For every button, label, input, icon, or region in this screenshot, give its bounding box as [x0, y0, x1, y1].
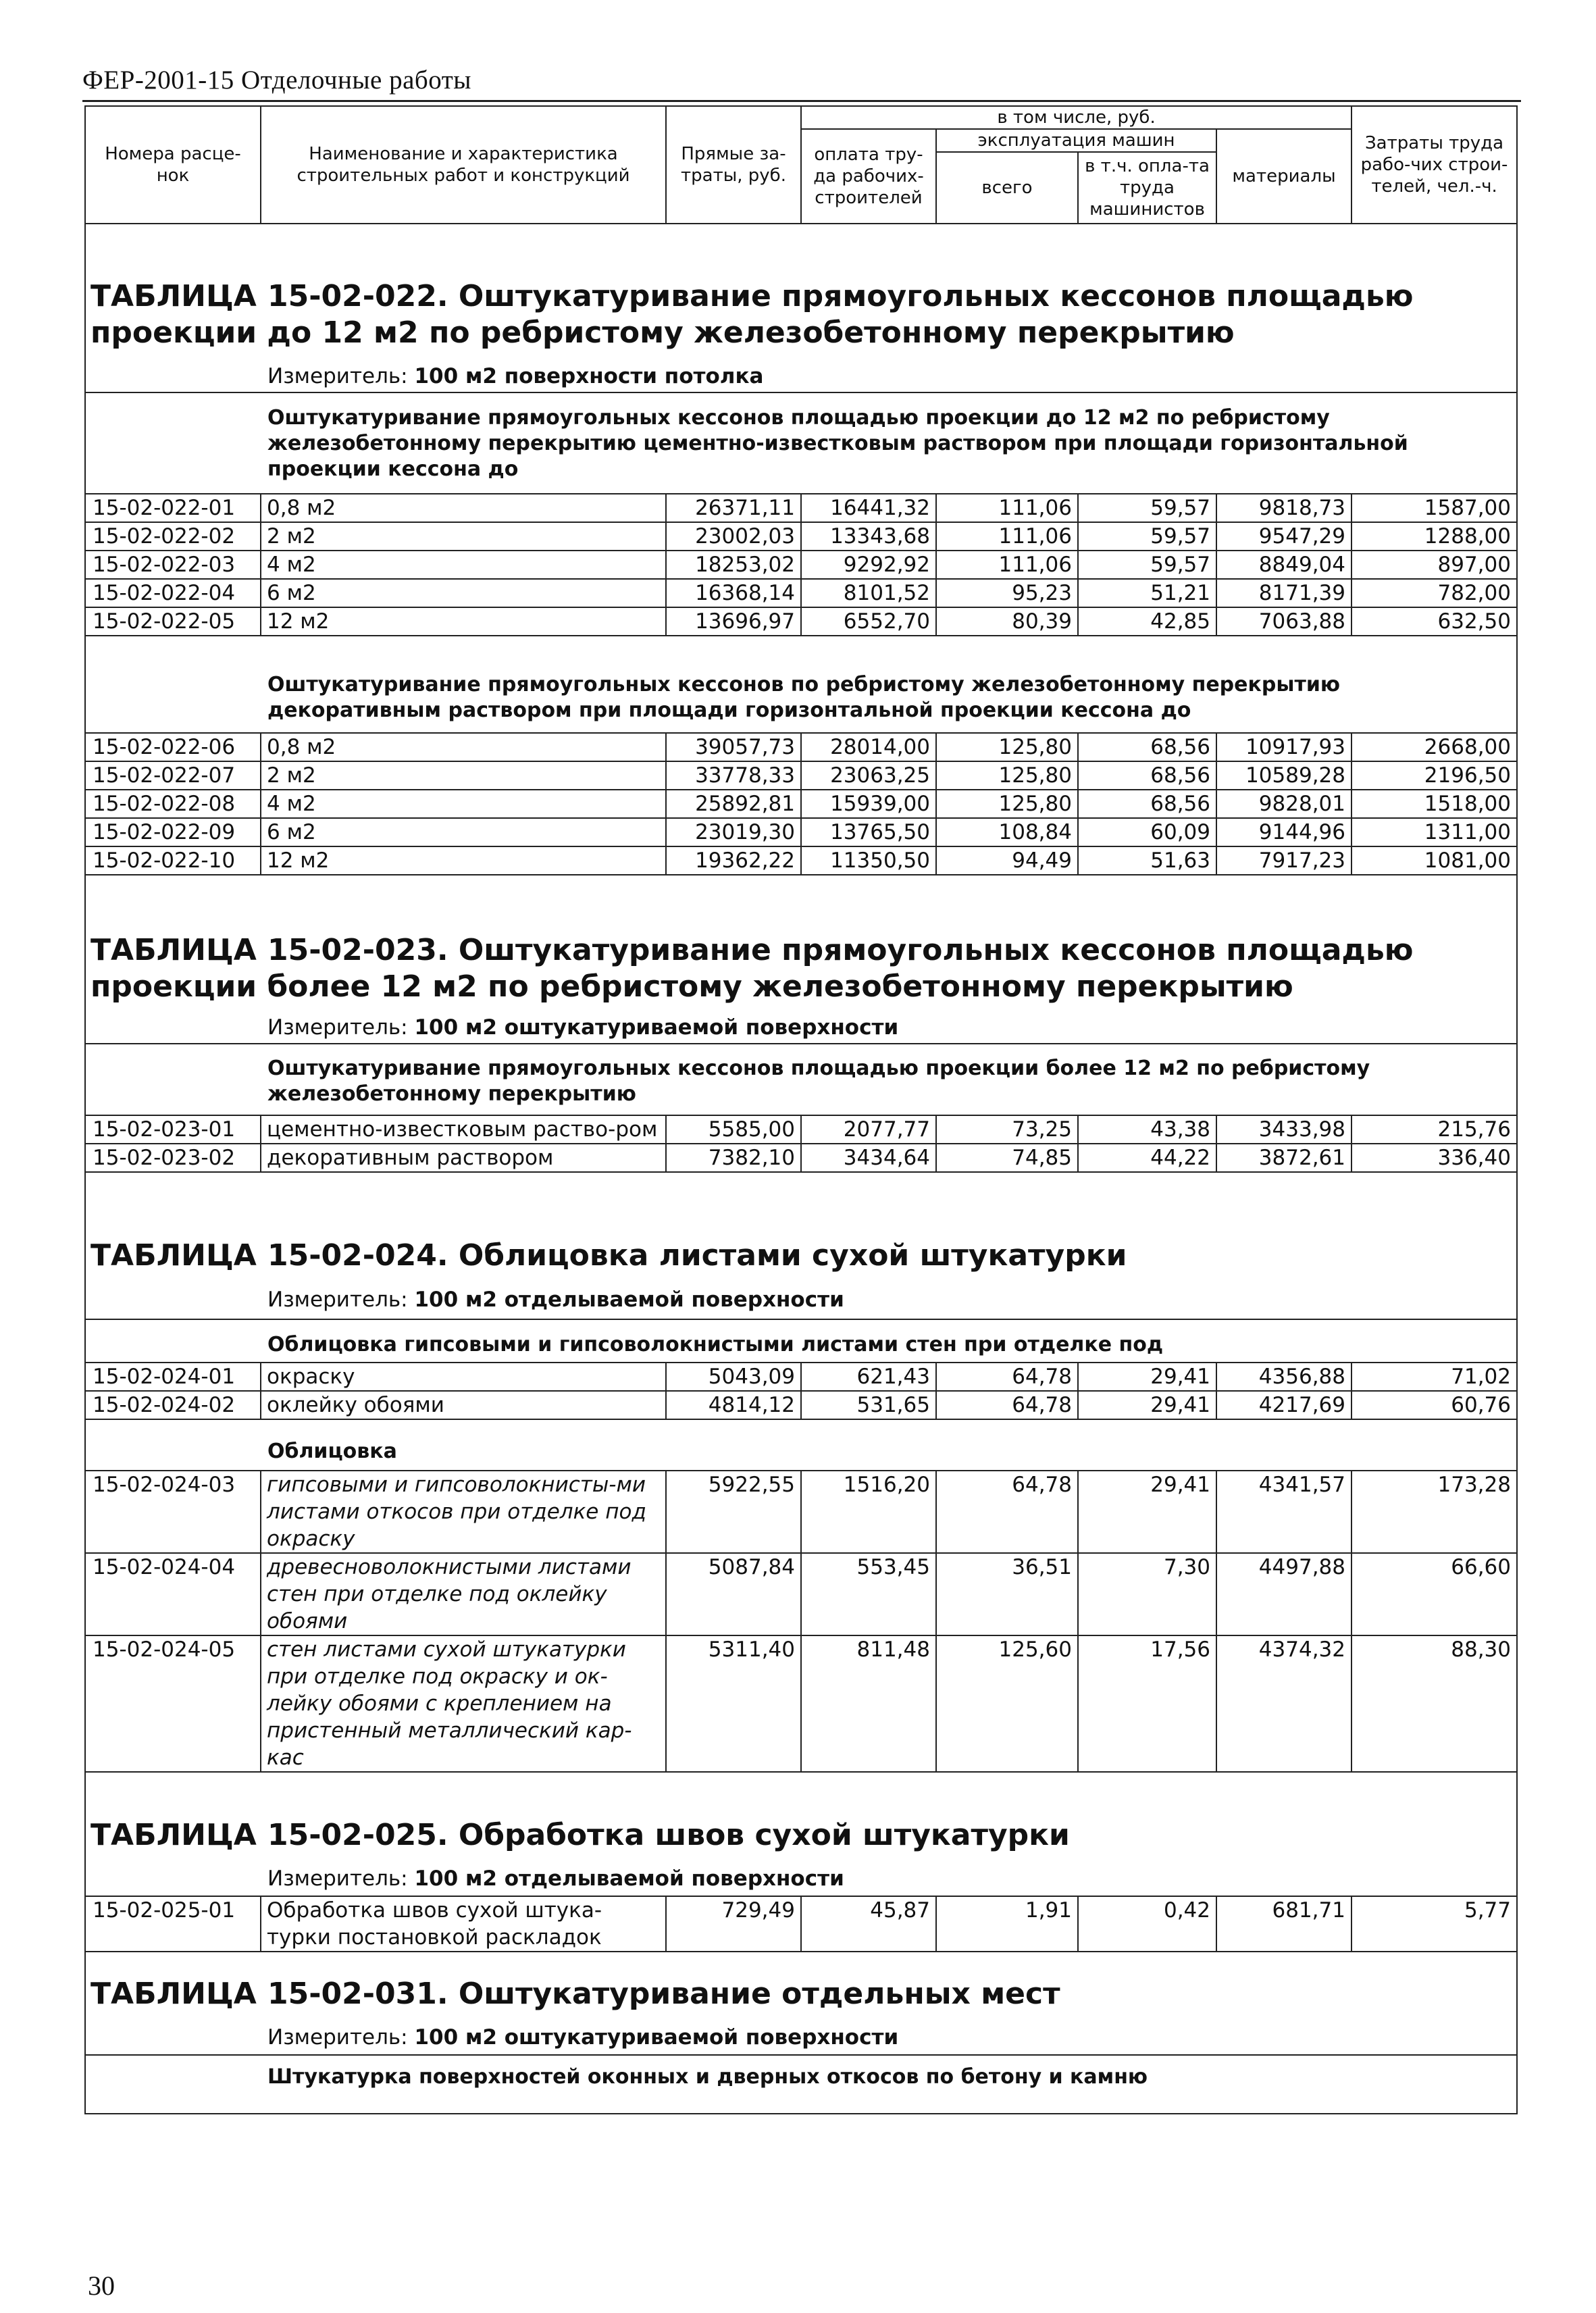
- machinists-pay-cell: 29,41: [1078, 1391, 1216, 1419]
- table-row: [85, 1363, 1517, 1391]
- table-row: [85, 579, 1517, 607]
- machinists-pay-cell: 68,56: [1078, 761, 1216, 790]
- table-body: [85, 1471, 1517, 1772]
- labor-hours-cell: 1288,00: [1352, 522, 1517, 551]
- direct-cost-cell: 26371,11: [666, 494, 801, 522]
- table-body: [85, 494, 1517, 636]
- work-name-cell: 6 м2: [261, 818, 666, 846]
- data-table: [84, 1115, 1518, 1173]
- section-title: [91, 1238, 1495, 1274]
- direct-cost-cell: 13696,97: [666, 607, 801, 636]
- rate-code-cell: 15-02-024-05: [85, 1635, 261, 1772]
- rate-code-cell: 15-02-024-04: [85, 1553, 261, 1635]
- labor-hours-cell: 2196,50: [1352, 761, 1517, 790]
- machines-total-cell: 1,91: [936, 1896, 1078, 1952]
- machines-total-cell: 64,78: [936, 1471, 1078, 1553]
- materials-cost-cell: 4374,32: [1216, 1635, 1352, 1772]
- direct-cost-cell: 23002,03: [666, 522, 801, 551]
- rate-code-cell: 15-02-023-01: [85, 1115, 261, 1144]
- table-row: [85, 1144, 1517, 1172]
- machines-total-cell: 64,78: [936, 1391, 1078, 1419]
- machinists-pay-cell: 17,56: [1078, 1635, 1216, 1772]
- machinists-pay-cell: 59,57: [1078, 522, 1216, 551]
- table-row: [85, 1391, 1517, 1419]
- work-name-cell: 2 м2: [261, 761, 666, 790]
- meter-value: 100 м2 отделываемой поверхности: [414, 1866, 844, 1891]
- labor-hours-cell: 88,30: [1352, 1635, 1517, 1772]
- labor-pay-cell: 15939,00: [801, 790, 936, 818]
- labor-hours-cell: 1518,00: [1352, 790, 1517, 818]
- section-label: ТАБЛИЦА: [91, 933, 257, 967]
- labor-hours-cell: 1587,00: [1352, 494, 1517, 522]
- header-rule: [82, 100, 1521, 102]
- group-title: Оштукатуривание прямоугольных кессонов площадью проекции до 12 м2 по ребристому железобетонному перекрытию цементно-известковым раствором при площади горизонтальной проекции кессона до: [267, 406, 1408, 481]
- labor-pay-cell: 28014,00: [801, 733, 936, 761]
- table-row: [85, 1553, 1517, 1635]
- materials-cost-cell: 4356,88: [1216, 1363, 1352, 1391]
- direct-cost-cell: 5585,00: [666, 1115, 801, 1144]
- labor-hours-cell: 66,60: [1352, 1553, 1517, 1635]
- materials-cost-cell: 3872,61: [1216, 1144, 1352, 1172]
- machines-total-cell: 125,80: [936, 733, 1078, 761]
- direct-cost-cell: 33778,33: [666, 761, 801, 790]
- machinists-pay-cell: 51,63: [1078, 846, 1216, 875]
- direct-cost-cell: 5311,40: [666, 1635, 801, 1772]
- table-row: [85, 846, 1517, 875]
- meter-value: 100 м2 оштукатуриваемой поверхности: [414, 2025, 899, 2050]
- materials-cost-cell: 9547,29: [1216, 522, 1352, 551]
- group-title: Оштукатуривание прямоугольных кессонов по ребристому железобетонному перекрытию декоративным раствором при площади горизонтальной проекции кессона до: [267, 673, 1341, 722]
- machines-total-header: всего: [936, 152, 1078, 224]
- labor-hours-cell: 2668,00: [1352, 733, 1517, 761]
- divider: [84, 1319, 1516, 1320]
- meter: Измеритель: 100 м2 оштукатуриваемой поверхности: [267, 2025, 899, 2050]
- col-code-header: Номера расце-нок: [85, 106, 261, 224]
- table-row: [85, 790, 1517, 818]
- work-name-cell: гипсовыми и гипсоволокнисты-ми листами откосов при отделке под окраску: [261, 1471, 666, 1553]
- meter: Измеритель: 100 м2 поверхности потолка: [267, 364, 764, 388]
- labor-pay-cell: 8101,52: [801, 579, 936, 607]
- rate-code-cell: 15-02-022-04: [85, 579, 261, 607]
- section-label: ТАБЛИЦА: [91, 279, 257, 313]
- table-row: [85, 1635, 1517, 1772]
- section-title-text: 15-02-023. Оштукатуривание прямоугольных кессонов площадью проекции более 12 м2 по ребристому железобетонному перекрытию: [91, 933, 1414, 1004]
- running-head: ФЕР-2001-15 Отделочные работы: [82, 66, 471, 95]
- meter: Измеритель: 100 м2 отделываемой поверхности: [267, 1866, 844, 1891]
- direct-cost-cell: 18253,02: [666, 551, 801, 579]
- labor-hours-cell: 336,40: [1352, 1144, 1517, 1172]
- meter-value: 100 м2 оштукатуриваемой поверхности: [414, 1015, 899, 1040]
- rate-code-cell: 15-02-025-01: [85, 1896, 261, 1952]
- materials-cost-cell: 4497,88: [1216, 1553, 1352, 1635]
- machinists-pay-cell: 29,41: [1078, 1363, 1216, 1391]
- work-name-cell: 6 м2: [261, 579, 666, 607]
- direct-cost-cell: 7382,10: [666, 1144, 801, 1172]
- labor-hours-cell: 632,50: [1352, 607, 1517, 636]
- group-title: Штукатурка поверхностей оконных и дверных откосов по бетону и камню: [267, 2065, 1148, 2089]
- machines-total-cell: 111,06: [936, 551, 1078, 579]
- table-row: [85, 733, 1517, 761]
- materials-cost-cell: 7063,88: [1216, 607, 1352, 636]
- divider: [84, 392, 1516, 393]
- work-name-cell: оклейку обоями: [261, 1391, 666, 1419]
- labor-pay-cell: 13343,68: [801, 522, 936, 551]
- data-table: [84, 1896, 1518, 1952]
- work-name-cell: 0,8 м2: [261, 494, 666, 522]
- direct-cost-cell: 5922,55: [666, 1471, 801, 1553]
- table-row: [85, 494, 1517, 522]
- labor-pay-cell: 2077,77: [801, 1115, 936, 1144]
- machines-total-cell: 94,49: [936, 846, 1078, 875]
- machines-total-cell: 125,80: [936, 790, 1078, 818]
- materials-cost-cell: 9828,01: [1216, 790, 1352, 818]
- machines-total-cell: 111,06: [936, 522, 1078, 551]
- rate-code-cell: 15-02-024-03: [85, 1471, 261, 1553]
- section-title: [91, 1817, 1495, 1854]
- table-row: [85, 1471, 1517, 1553]
- labor-pay-cell: 23063,25: [801, 761, 936, 790]
- table-row: [85, 551, 1517, 579]
- rate-code-cell: 15-02-022-08: [85, 790, 261, 818]
- labor-pay-cell: 621,43: [801, 1363, 936, 1391]
- labor-hours-cell: 5,77: [1352, 1896, 1517, 1952]
- machinists-pay-cell: 60,09: [1078, 818, 1216, 846]
- meter-value: 100 м2 отделываемой поверхности: [414, 1288, 844, 1312]
- machines-total-cell: 125,80: [936, 761, 1078, 790]
- table-row: [85, 607, 1517, 636]
- machines-total-cell: 64,78: [936, 1363, 1078, 1391]
- rate-code-cell: 15-02-022-09: [85, 818, 261, 846]
- labor-pay-cell: 3434,64: [801, 1144, 936, 1172]
- direct-cost-cell: 5043,09: [666, 1363, 801, 1391]
- rate-code-cell: 15-02-024-01: [85, 1363, 261, 1391]
- machines-total-cell: 111,06: [936, 494, 1078, 522]
- data-table: [84, 493, 1518, 636]
- work-name-cell: древесноволокнистыми листами стен при отделке под оклейку обоями: [261, 1553, 666, 1635]
- materials-cost-cell: 3433,98: [1216, 1115, 1352, 1144]
- machinists-pay-cell: 44,22: [1078, 1144, 1216, 1172]
- meter: Измеритель: 100 м2 оштукатуриваемой поверхности: [267, 1015, 899, 1040]
- machines-incl-header: в т.ч. опла-та труда машинистов: [1078, 152, 1216, 224]
- labor-pay-cell: 16441,32: [801, 494, 936, 522]
- col-name-header: Наименование и характеристика строительных работ и конструкций: [261, 106, 666, 224]
- direct-cost-cell: 729,49: [666, 1896, 801, 1952]
- table-row: [85, 1896, 1517, 1952]
- machines-total-cell: 125,60: [936, 1635, 1078, 1772]
- machinists-pay-cell: 68,56: [1078, 790, 1216, 818]
- table-row: [85, 818, 1517, 846]
- labor-hours-cell: 782,00: [1352, 579, 1517, 607]
- labor-pay-cell: 13765,50: [801, 818, 936, 846]
- section-title-text: 15-02-031. Оштукатуривание отдельных мест: [267, 1977, 1060, 2011]
- machinists-pay-cell: 0,42: [1078, 1896, 1216, 1952]
- machines-total-cell: 36,51: [936, 1553, 1078, 1635]
- rate-code-cell: 15-02-024-02: [85, 1391, 261, 1419]
- work-name-cell: 4 м2: [261, 790, 666, 818]
- section-label: ТАБЛИЦА: [91, 1238, 257, 1273]
- section-title-text: 15-02-025. Обработка швов сухой штукатурки: [267, 1818, 1070, 1852]
- group-title: Облицовка гипсовыми и гипсоволокнистыми листами стен при отделке под: [267, 1333, 1164, 1356]
- materials-cost-cell: 8171,39: [1216, 579, 1352, 607]
- labor-pay-cell: 1516,20: [801, 1471, 936, 1553]
- col-labor-cost-header: Затраты труда рабо-чих строи-телей, чел.-ч.: [1352, 106, 1517, 224]
- work-name-cell: 2 м2: [261, 522, 666, 551]
- work-name-cell: 12 м2: [261, 846, 666, 875]
- table-body: [85, 1363, 1517, 1419]
- labor-hours-cell: 1081,00: [1352, 846, 1517, 875]
- section-title: [91, 278, 1495, 351]
- column-header: [84, 105, 1518, 224]
- materials-cost-cell: 9818,73: [1216, 494, 1352, 522]
- rate-code-cell: 15-02-022-07: [85, 761, 261, 790]
- section-label: ТАБЛИЦА: [91, 1818, 257, 1852]
- machinists-pay-cell: 7,30: [1078, 1553, 1216, 1635]
- section-title-text: 15-02-022. Оштукатуривание прямоугольных кессонов площадью проекции до 12 м2 по ребристому железобетонному перекрытию: [91, 279, 1414, 350]
- data-table: [84, 1362, 1518, 1420]
- materials-cost-cell: 9144,96: [1216, 818, 1352, 846]
- section-title-text: 15-02-024. Облицовка листами сухой штукатурки: [267, 1238, 1127, 1273]
- materials-cost-cell: 10589,28: [1216, 761, 1352, 790]
- rate-code-cell: 15-02-022-05: [85, 607, 261, 636]
- materials-cost-cell: 10917,93: [1216, 733, 1352, 761]
- machinists-pay-cell: 29,41: [1078, 1471, 1216, 1553]
- meter: Измеритель: 100 м2 отделываемой поверхности: [267, 1288, 844, 1312]
- group-title: Облицовка: [267, 1440, 397, 1463]
- materials-header: материалы: [1216, 129, 1352, 224]
- data-table: [84, 1470, 1518, 1773]
- col-labor-header: оплата тру-да рабочих-строителей: [801, 129, 936, 224]
- direct-cost-cell: 16368,14: [666, 579, 801, 607]
- table-row: [85, 522, 1517, 551]
- labor-pay-cell: 811,48: [801, 1635, 936, 1772]
- labor-pay-cell: 553,45: [801, 1553, 936, 1635]
- group-title: Оштукатуривание прямоугольных кессонов площадью проекции более 12 м2 по ребристому железобетонному перекрытию: [267, 1057, 1370, 1106]
- work-name-cell: стен листами сухой штукатурки при отделке под окраску и ок-лейку обоями с креплением на пристенный металлический кар-кас: [261, 1635, 666, 1772]
- labor-pay-cell: 531,65: [801, 1391, 936, 1419]
- rate-code-cell: 15-02-022-02: [85, 522, 261, 551]
- machinists-pay-cell: 59,57: [1078, 494, 1216, 522]
- work-name-cell: 4 м2: [261, 551, 666, 579]
- labor-pay-cell: 11350,50: [801, 846, 936, 875]
- machinists-pay-cell: 43,38: [1078, 1115, 1216, 1144]
- machines-total-cell: 108,84: [936, 818, 1078, 846]
- section-label: ТАБЛИЦА: [91, 1977, 257, 2011]
- machines-total-cell: 80,39: [936, 607, 1078, 636]
- col-direct-header: Прямые за-траты, руб.: [666, 106, 801, 224]
- labor-hours-cell: 215,76: [1352, 1115, 1517, 1144]
- rate-code-cell: 15-02-022-03: [85, 551, 261, 579]
- work-name-cell: декоративным раствором: [261, 1144, 666, 1172]
- divider: [84, 1043, 1516, 1044]
- materials-cost-cell: 4341,57: [1216, 1471, 1352, 1553]
- machines-header: эксплуатация машин: [936, 129, 1216, 152]
- table-row: [85, 1115, 1517, 1144]
- labor-hours-cell: 60,76: [1352, 1391, 1517, 1419]
- table-row: [85, 761, 1517, 790]
- labor-pay-cell: 9292,92: [801, 551, 936, 579]
- direct-cost-cell: 19362,22: [666, 846, 801, 875]
- table-body: [85, 1115, 1517, 1172]
- direct-cost-cell: 4814,12: [666, 1391, 801, 1419]
- work-name-cell: Обработка швов сухой штука-турки постановкой раскладок: [261, 1896, 666, 1952]
- machinists-pay-cell: 59,57: [1078, 551, 1216, 579]
- direct-cost-cell: 5087,84: [666, 1553, 801, 1635]
- machinists-pay-cell: 68,56: [1078, 733, 1216, 761]
- data-table: [84, 732, 1518, 875]
- materials-cost-cell: 4217,69: [1216, 1391, 1352, 1419]
- work-name-cell: 12 м2: [261, 607, 666, 636]
- rate-code-cell: 15-02-022-06: [85, 733, 261, 761]
- section-title: [91, 1976, 1495, 2012]
- labor-hours-cell: 1311,00: [1352, 818, 1517, 846]
- machines-total-cell: 74,85: [936, 1144, 1078, 1172]
- machines-total-cell: 95,23: [936, 579, 1078, 607]
- labor-hours-cell: 173,28: [1352, 1471, 1517, 1553]
- labor-pay-cell: 6552,70: [801, 607, 936, 636]
- machinists-pay-cell: 42,85: [1078, 607, 1216, 636]
- machines-total-cell: 73,25: [936, 1115, 1078, 1144]
- divider: [84, 2054, 1516, 2056]
- materials-cost-cell: 8849,04: [1216, 551, 1352, 579]
- page-number: 30: [88, 2270, 115, 2301]
- table-body: [85, 1896, 1517, 1952]
- section-title: [91, 932, 1495, 1005]
- rate-code-cell: 15-02-022-10: [85, 846, 261, 875]
- work-name-cell: 0,8 м2: [261, 733, 666, 761]
- work-name-cell: цементно-известковым раство-ром: [261, 1115, 666, 1144]
- table-body: [85, 733, 1517, 875]
- direct-cost-cell: 23019,30: [666, 818, 801, 846]
- incl-header: в том числе, руб.: [801, 106, 1352, 129]
- labor-hours-cell: 71,02: [1352, 1363, 1517, 1391]
- materials-cost-cell: 681,71: [1216, 1896, 1352, 1952]
- rate-code-cell: 15-02-023-02: [85, 1144, 261, 1172]
- direct-cost-cell: 39057,73: [666, 733, 801, 761]
- direct-cost-cell: 25892,81: [666, 790, 801, 818]
- labor-pay-cell: 45,87: [801, 1896, 936, 1952]
- rate-code-cell: 15-02-022-01: [85, 494, 261, 522]
- materials-cost-cell: 7917,23: [1216, 846, 1352, 875]
- meter-value: 100 м2 поверхности потолка: [414, 364, 764, 388]
- machinists-pay-cell: 51,21: [1078, 579, 1216, 607]
- labor-hours-cell: 897,00: [1352, 551, 1517, 579]
- work-name-cell: окраску: [261, 1363, 666, 1391]
